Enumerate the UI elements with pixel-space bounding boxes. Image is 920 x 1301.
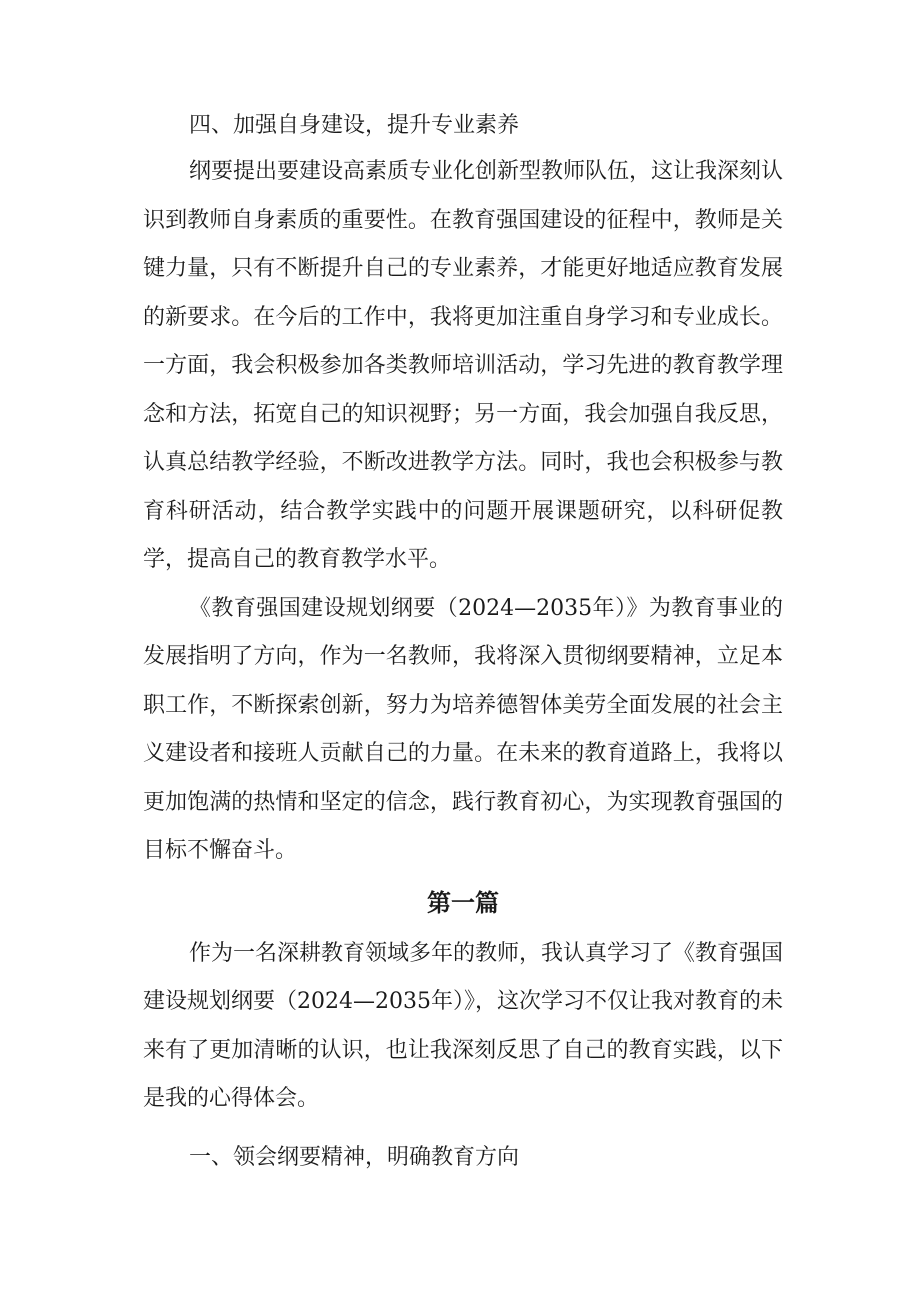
article-title: 第一篇 — [427, 888, 499, 917]
section-heading-strengthen-self: 四、加强自身建设，提升专业素养 — [189, 113, 520, 138]
paragraph-conclusion: 《教育强国建设规划纲要（2024—2035年）》为教育事业的发展指明了方向，作为一名教师，我将深入贯彻纲要精神，立足本职工作，不断探索创新，努力为培养德智体美劳全面发展的社会主义建设者和接班人贡献自己的力量。在未来的教育道路上，我将以更加饱满的热情和坚定的信念，践行教育初心，为实现教育强国的目标不懈奋斗。 — [143, 595, 783, 863]
paragraph-introduction: 作为一名深耕教育领域多年的教师，我认真学习了《教育强国建设规划纲要（2024—2035年）》，这次学习不仅让我对教育的未来有了更加清晰的认识，也让我深刻反思了自己的教育实践，以下是我的心得体会。 — [143, 940, 784, 1111]
section-heading-understand-spirit: 一、领会纲要精神，明确教育方向 — [189, 1144, 520, 1170]
document-body — [143, 104, 783, 1180]
paragraph-professional-growth: 纲要提出要建设高素质专业化创新型教师队伍，这让我深刻认识到教师自身素质的重要性。在教育强国建设的征程中，教师是关键力量，只有不断提升自己的专业素养，才能更好地适应教育发展的新要求。在今后的工作中，我将更加注重自身学习和专业成长。一方面，我会积极参加各类教师培训活动，学习先进的教育教学理念和方法，拓宽自己的知识视野；另一方面，我会加强自我反思，认真总结教学经验，不断改进教学方法。同时，我也会积极参与教育科研活动，结合教学实践中的问题开展课题研究，以科研促教学，提高自己的教育教学水平。 — [143, 159, 784, 572]
